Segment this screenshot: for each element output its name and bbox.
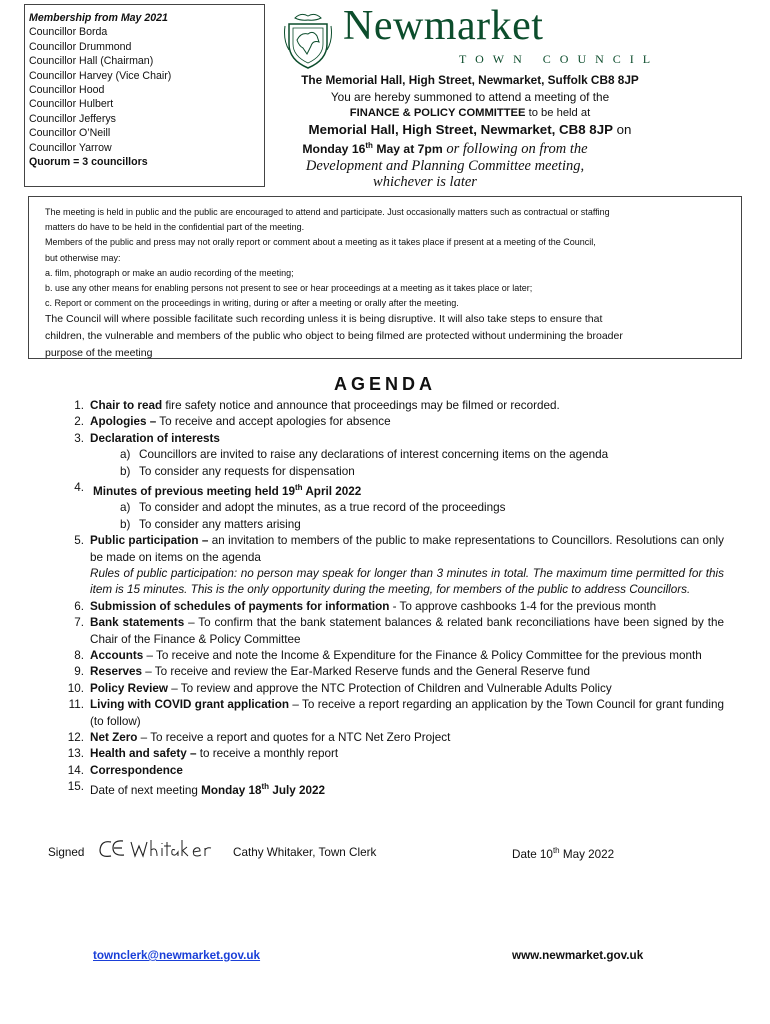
item-number: 2. bbox=[74, 415, 84, 429]
agenda-item bbox=[60, 697, 724, 730]
summons-text: You are hereby summoned to attend a meeting of the bbox=[330, 89, 610, 104]
item-heading: Submission of schedules of payments for information bbox=[90, 599, 390, 613]
hall-address: The Memorial Hall, High Street, Newmarket, Suffolk CB8 8JP bbox=[301, 73, 639, 87]
item-heading: Public participation – bbox=[90, 534, 209, 548]
item-text: to receive a monthly report bbox=[196, 747, 339, 761]
date-label: Date 10 bbox=[512, 847, 553, 861]
notice-line: a. film, photograph or make an audio recording of the meeting; bbox=[45, 267, 294, 278]
agenda-item bbox=[60, 648, 724, 664]
item-heading: Health and safety – bbox=[90, 747, 197, 761]
committee-suffix: to be held at bbox=[525, 107, 591, 119]
agenda-item bbox=[60, 615, 724, 648]
subitem-text: To consider any matters arising bbox=[139, 517, 301, 531]
item-heading: Reserves bbox=[90, 665, 142, 679]
notice-line: The meeting is held in public and the public are encouraged to attend and participate. Just occasionally matters such as contractual or staffing bbox=[45, 207, 610, 217]
item-number: 10. bbox=[67, 681, 84, 695]
agenda-item bbox=[60, 730, 724, 746]
item-text: fire safety notice and announce that proceedings may be filmed or recorded. bbox=[162, 399, 560, 412]
agenda-item bbox=[60, 681, 724, 697]
item-heading: Policy Review bbox=[90, 681, 168, 695]
item-text: Date of next meeting bbox=[90, 784, 202, 798]
item-number: 13. bbox=[67, 747, 84, 761]
agenda-item bbox=[60, 746, 724, 762]
time-rest: May at 7pm bbox=[372, 142, 443, 157]
agenda-list bbox=[60, 398, 724, 800]
subitem-letter: a) bbox=[120, 501, 131, 515]
item-text: – To receive and note the Income & Expenditure for the Finance & Policy Committee for the previous month bbox=[143, 648, 702, 662]
committee-line bbox=[270, 105, 670, 122]
agenda-title: AGENDA bbox=[333, 374, 436, 394]
item-heading: Correspondence bbox=[90, 763, 183, 777]
public-notice bbox=[28, 196, 742, 359]
clerk-name: Cathy Whitaker, Town Clerk bbox=[233, 846, 377, 859]
agenda-item bbox=[60, 533, 724, 599]
heading-line2: Development and Planning Committee meeting, bbox=[305, 157, 585, 174]
member-item: Councillor Harvey (Vice Chair) bbox=[29, 69, 172, 82]
agenda-item bbox=[60, 480, 724, 500]
subitem-letter: b) bbox=[120, 464, 131, 478]
committee-name: FINANCE & POLICY COMMITTEE bbox=[349, 107, 526, 119]
date-sup: th bbox=[552, 846, 560, 855]
logo-name: Newmarket bbox=[343, 3, 544, 49]
agenda-item bbox=[60, 599, 724, 615]
notice-line: b. use any other means for enabling persons not present to see or hear proceedings at a meeting as it takes place or later; bbox=[45, 283, 533, 294]
item-number: 7. bbox=[74, 616, 84, 630]
member-item: Councillor Borda bbox=[29, 26, 108, 39]
meeting-heading bbox=[270, 72, 670, 191]
notice-line: but otherwise may: bbox=[45, 252, 121, 263]
item-heading: Accounts bbox=[90, 648, 144, 662]
member-item: Councillor Jefferys bbox=[29, 112, 116, 125]
agenda-subitem bbox=[60, 447, 724, 463]
agenda-subitem bbox=[60, 464, 724, 480]
membership-heading: Membership from May 2021 bbox=[29, 12, 168, 24]
notice-closing-line: The Council will where possible facilitate such recording unless it is being disruptive. It will also take steps to ensure that bbox=[45, 313, 603, 326]
item-heading: Bank statements bbox=[90, 616, 185, 630]
next-meeting-sup: th bbox=[261, 782, 270, 792]
item-text: - To approve cashbooks 1-4 for the previous month bbox=[389, 599, 657, 613]
agenda-item bbox=[60, 763, 724, 779]
heading-line3: whichever is later bbox=[373, 174, 477, 191]
item-heading: Apologies – bbox=[90, 415, 157, 429]
item-number: 6. bbox=[74, 599, 84, 613]
item-heading: Chair to read bbox=[90, 399, 163, 412]
item-number: 3. bbox=[74, 431, 84, 445]
item-heading: Declaration of interests bbox=[90, 431, 220, 445]
item-number: 4. bbox=[74, 481, 84, 495]
item-text: – To review and approve the NTC Protection of Children and Vulnerable Adults Policy bbox=[167, 681, 612, 695]
venue-name: Memorial Hall, High Street, Newmarket, CB8 8JP bbox=[308, 121, 613, 137]
item-number: 5. bbox=[74, 534, 84, 548]
agenda-item bbox=[60, 431, 724, 447]
notice-closing-line: purpose of the meeting bbox=[45, 346, 153, 359]
item-number: 9. bbox=[74, 665, 84, 679]
date-rest: May 2022 bbox=[559, 847, 615, 861]
notice-line: matters do have to be held in the confidential part of the meeting. bbox=[45, 222, 305, 233]
item-heading: Minutes of previous meeting held 19 bbox=[93, 484, 295, 498]
meeting-time bbox=[220, 138, 670, 158]
item-number: 12. bbox=[67, 731, 84, 745]
venue-suffix: on bbox=[612, 121, 632, 137]
item-number: 11. bbox=[68, 698, 84, 712]
quorum: Quorum = 3 councillors bbox=[29, 156, 148, 169]
member-item: Councillor Drummond bbox=[29, 40, 132, 53]
notice-closing-line: children, the vulnerable and members of the public who object to being filmed are protected without undermining the broader bbox=[45, 330, 623, 343]
item-text: To receive and accept apologies for absence bbox=[156, 415, 391, 429]
member-item: Councillor Yarrow bbox=[29, 141, 112, 154]
agenda-item bbox=[60, 414, 724, 430]
item-number: 1. bbox=[74, 399, 84, 412]
member-item: Councillor Hood bbox=[29, 84, 105, 97]
next-meeting-month: July 2022 bbox=[269, 784, 325, 798]
item-number: 15. bbox=[67, 780, 84, 794]
subitem-text: To consider and adopt the minutes, as a true record of the proceedings bbox=[139, 501, 506, 515]
subitem-letter: b) bbox=[120, 517, 131, 531]
email-link[interactable]: townclerk@newmarket.gov.uk bbox=[93, 949, 261, 962]
council-logo bbox=[283, 3, 693, 72]
item-heading: Living with COVID grant application bbox=[90, 698, 290, 712]
member-item: Councillor O’Neill bbox=[29, 127, 111, 140]
item-text: – To receive a report and quotes for a NTC Net Zero Project bbox=[137, 731, 451, 745]
agenda-item bbox=[60, 398, 724, 414]
subitem-text: Councillors are invited to raise any declarations of interest concerning items on the agenda bbox=[139, 448, 609, 462]
notice-line: Members of the public and press may not orally report or comment about a meeting as it takes place if present at a meeting of the Council, bbox=[45, 237, 596, 248]
notice-line: c. Report or comment on the proceedings in writing, during or after a meeting or orally after the meeting. bbox=[45, 298, 459, 309]
item-heading-tail: April 2022 bbox=[302, 484, 362, 498]
subitem-letter: a) bbox=[120, 448, 131, 462]
time-day: Monday 16 bbox=[302, 142, 366, 157]
member-item: Councillor Hall (Chairman) bbox=[29, 55, 154, 68]
venue-line bbox=[270, 122, 670, 139]
item-text: – To receive and review the Ear-Marked Reserve funds and the General Reserve fund bbox=[142, 665, 591, 679]
subitem-text: To consider any requests for dispensation bbox=[139, 464, 355, 478]
next-meeting-day: Monday 18 bbox=[201, 784, 262, 798]
signature bbox=[97, 834, 217, 864]
item-heading: Net Zero bbox=[90, 731, 138, 745]
item-text: – To receive a report regarding an application by the Town Council for grant funding (to follow) bbox=[90, 698, 724, 728]
item-text: an invitation to members of the public to make representations to Councillors. Resolutions can only be made on items on the agenda bbox=[90, 534, 724, 564]
signed-label: Signed bbox=[48, 846, 85, 859]
document-date bbox=[512, 846, 614, 861]
item-text: – To confirm that the bank statement balances & related bank reconciliations have been signed by the Chair of the Finance & Policy Committee bbox=[90, 616, 724, 646]
participation-rules: Rules of public participation: no person may speak for longer than 3 minutes in total. The maximum time permitted for this item is 15 minutes. This is the only opportunity during the meeting, for members of the public to address Councillors. bbox=[90, 566, 724, 597]
logo-subtitle: TOWN COUNCIL bbox=[459, 52, 660, 66]
item-number: 8. bbox=[74, 648, 84, 662]
agenda-item bbox=[60, 779, 724, 799]
agenda-subitem bbox=[60, 500, 724, 516]
item-sup: th bbox=[294, 483, 303, 493]
crest-icon bbox=[283, 10, 333, 70]
website-link[interactable]: www.newmarket.gov.uk bbox=[512, 949, 644, 962]
time-sup: th bbox=[365, 141, 373, 150]
member-item: Councillor Hulbert bbox=[29, 98, 114, 111]
agenda-subitem bbox=[60, 517, 724, 533]
agenda-item bbox=[60, 664, 724, 680]
item-number: 14. bbox=[67, 763, 84, 777]
time-italic: or following on from the bbox=[442, 141, 588, 158]
